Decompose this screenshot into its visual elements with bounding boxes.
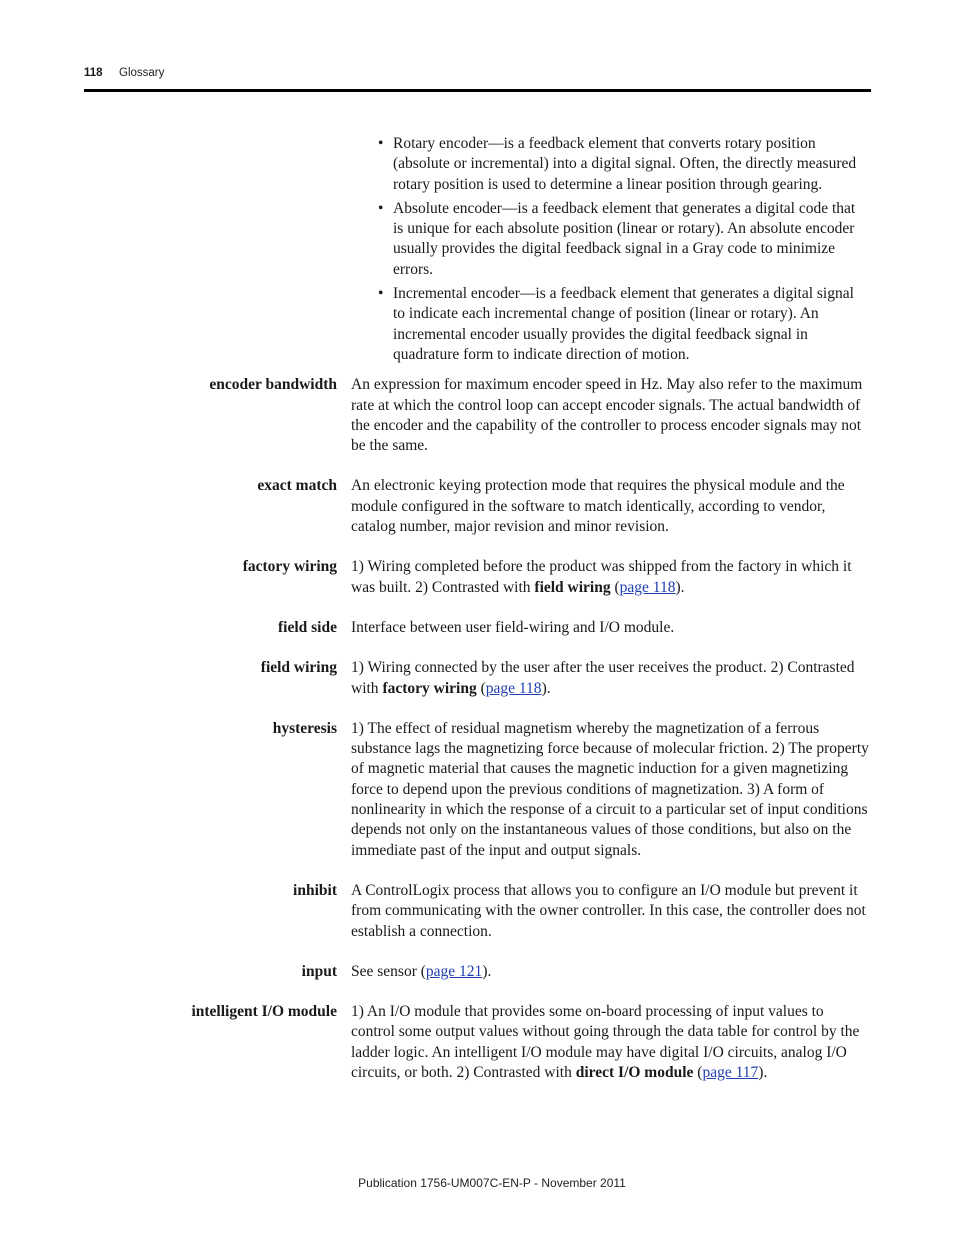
- glossary-definition: Interface between user field-wiring and I/O module.: [351, 618, 675, 636]
- glossary-term: field wiring: [260, 659, 337, 677]
- page-header: [84, 66, 870, 88]
- glossary-entry-input: [0, 962, 954, 982]
- cross-reference-term: field wiring: [534, 578, 611, 596]
- glossary-entry-intelligent-io-module: [0, 1002, 954, 1083]
- list-item: [378, 199, 868, 280]
- glossary-term: hysteresis: [272, 719, 337, 737]
- glossary-entry-field-side: [0, 618, 954, 638]
- page-number: 118: [84, 67, 103, 79]
- glossary-entry-inhibit: [0, 881, 954, 942]
- cross-reference-term: factory wiring: [382, 679, 477, 697]
- definition-text-end: .: [680, 578, 685, 596]
- publication-info: Publication 1756-UM007C-EN-P - November 2011: [358, 1176, 626, 1190]
- bullet-icon: •: [378, 285, 384, 303]
- definition-text: 1) Wiring connected by the user after the user receives the product. 2) Contrasted with: [351, 659, 855, 697]
- page-footer: [0, 1176, 954, 1190]
- glossary-definition: See sensor (page 121).: [351, 962, 492, 980]
- glossary-entry-encoder-bandwidth: [0, 375, 954, 456]
- glossary-definition: An expression for maximum encoder speed in Hz. May also refer to the maximum rate at which the control loop can accept encoder signals. The actual bandwidth of the encoder and the capability of the controller to process encoder signals may not be the same.: [351, 376, 863, 455]
- glossary-definition: An electronic keying protection mode that requires the physical module and the module configured in the software to match identically, according to vendor, catalog number, major revision and minor revision.: [351, 477, 845, 536]
- bullet-icon: •: [378, 199, 384, 217]
- glossary-term: input: [301, 962, 337, 980]
- glossary-definition: 1) An I/O module that provides some on-board processing of input values to control some output values without going through the data table for control by the ladder logic. An intelligent I/O module may have digital I/O circuits, analog I/O circuits, or both. 2) Contrasted with direct I/O module (page 117).: [351, 1003, 860, 1081]
- definition-text-end: .: [763, 1063, 768, 1081]
- encoder-types-list: [0, 134, 868, 365]
- page-link[interactable]: page 118: [619, 578, 676, 596]
- bullet-text: Incremental encoder—is a feedback element that generates a digital signal to indicate each incremental change of position (linear or rotary). An incremental encoder usually provides the digital feedback signal in quadrature form to indicate direction of motion.: [393, 285, 854, 363]
- bullet-text: Rotary encoder—is a feedback element that converts rotary position (absolute or incremental) into a digital signal. Often, the directly measured rotary position is used to determine a linear position through gearing.: [393, 135, 857, 193]
- header-rule: [84, 89, 871, 92]
- glossary-definition: 1) Wiring completed before the product was shipped from the factory in which it was built. 2) Contrasted with field wiring (page 118).: [351, 558, 852, 596]
- definition-text-end: .: [487, 962, 492, 980]
- definition-text-end: .: [546, 679, 551, 697]
- glossary-definition: A ControlLogix process that allows you to configure an I/O module but prevent it from communicating with the owner controller. In this case, the controller does not establish a connection.: [351, 881, 866, 940]
- page-link[interactable]: page 121: [425, 962, 483, 980]
- definition-text: 1) Wiring completed before the product was shipped from the factory in which it was built. 2) Contrasted with: [351, 558, 852, 596]
- glossary-entry-hysteresis: [0, 719, 954, 861]
- glossary-term: field side: [278, 618, 337, 636]
- definition-text: 1) An I/O module that provides some on-board processing of input values to control some output values without going through the data table for control by the ladder logic. An intelligent I/O module may have digital I/O circuits, analog I/O circuits, or both. 2) Contrasted with: [351, 1003, 860, 1081]
- glossary-definition: 1) Wiring connected by the user after the user receives the product. 2) Contrasted with factory wiring (page 118).: [351, 659, 855, 697]
- glossary-term: inhibit: [293, 881, 337, 899]
- list-item: [378, 134, 868, 195]
- glossary-term: intelligent I/O module: [191, 1003, 337, 1021]
- glossary-term: exact match: [257, 477, 337, 495]
- bullet-icon: •: [378, 135, 384, 152]
- cross-reference-term: direct I/O module: [575, 1063, 694, 1081]
- glossary-definition: 1) The effect of residual magnetism whereby the magnetization of a ferrous substance lags the magnetizing force because of molecular friction. 2) The property of magnetic material that causes the magnetic induction for a given magnetizing force to depend upon the previous conditions of magnetization. 3) A form of nonlinearity in which the response of a circuit to a particular set of input conditions depends not only on the instantaneous values of those conditions, but also on the immediate past of the input and output signals.: [351, 719, 869, 859]
- page-link[interactable]: page 117: [702, 1063, 759, 1081]
- section-title: Glossary: [119, 67, 165, 79]
- page-link[interactable]: page 118: [485, 679, 542, 697]
- bullet-text: Absolute encoder—is a feedback element that generates a digital code that is unique for each absolute position (linear or rotary). An absolute encoder usually provides the digital feedback signal in a Gray code to minimize errors.: [393, 199, 856, 278]
- glossary-term: encoder bandwidth: [209, 376, 337, 394]
- glossary-entry-field-wiring: [0, 658, 954, 699]
- glossary-entry-exact-match: [0, 476, 954, 537]
- definition-text: See sensor: [351, 962, 421, 980]
- list-item: [378, 284, 868, 365]
- glossary-content: [0, 134, 954, 1103]
- glossary-entry-factory-wiring: [0, 557, 954, 598]
- glossary-term: factory wiring: [242, 558, 337, 576]
